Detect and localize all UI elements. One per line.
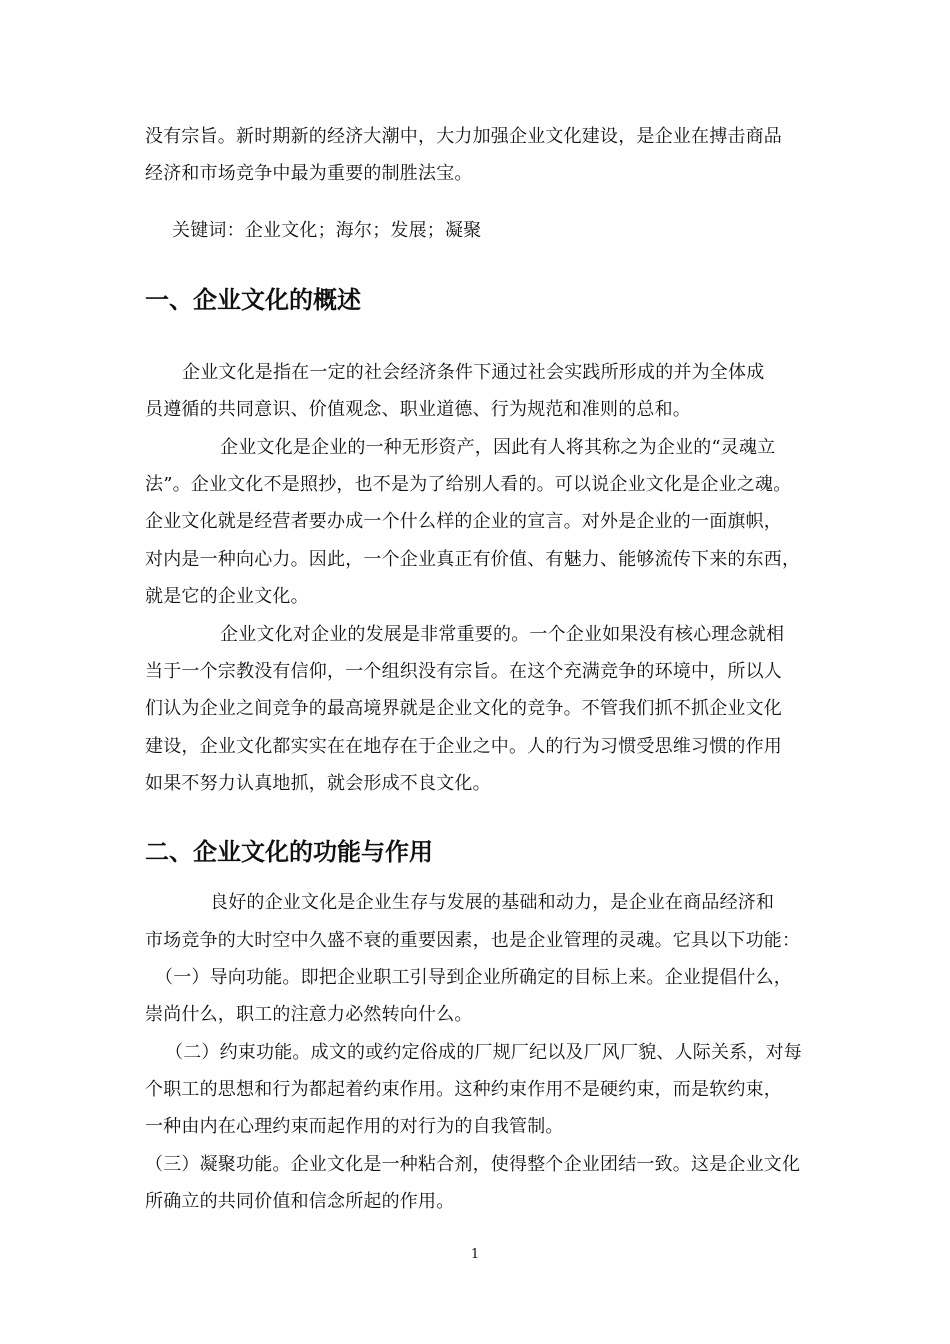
s1-p3-line-5: 如果不努力认真地抓，就会形成不良文化。: [145, 773, 491, 794]
s2-f2-line-1: （二）约束功能。成文的或约定俗成的厂规厂纪以及厂风厂貌、人际关系，对每: [165, 1042, 802, 1063]
abstract-line-1: 没有宗旨。新时期新的经济大潮中，大力加强企业文化建设，是企业在搏击商品: [145, 126, 782, 147]
s1-p2-line-2: 法”。企业文化不是照抄，也不是为了给别人看的。可以说企业文化是企业之魂。: [145, 474, 792, 495]
s1-p3-line-2: 当于一个宗教没有信仰，一个组织没有宗旨。在这个充满竞争的环境中，所以人: [145, 661, 782, 682]
s1-p2-line-5: 就是它的企业文化。: [145, 586, 309, 607]
abstract-line-2: 经济和市场竞争中最为重要的制胜法宝。: [145, 163, 473, 184]
page-number: 1: [470, 1247, 480, 1262]
s2-intro-line-2: 市场竞争的大时空中久盛不衰的重要因素，也是企业管理的灵魂。它具以下功能：: [145, 930, 801, 951]
s2-f2-line-2: 个职工的思想和行为都起着约束作用。这种约束作用不是硬约束，而是软约束，: [145, 1079, 782, 1100]
s1-p2-line-1: 企业文化是企业的一种无形资产，因此有人将其称之为企业的“灵魂立: [220, 437, 776, 458]
keywords-label: 关键词：: [172, 220, 245, 241]
section-1-title: 一、企业文化的概述: [145, 286, 361, 314]
s2-intro-line-1: 良好的企业文化是企业生存与发展的基础和动力，是企业在商品经济和: [210, 892, 775, 913]
s1-p3-line-3: 们认为企业之间竞争的最高境界就是企业文化的竞争。不管我们抓不抓企业文化: [145, 698, 782, 719]
s1-p2-line-3: 企业文化就是经营者要办成一个什么样的企业的宣言。对外是企业的一面旗帜，: [145, 511, 782, 532]
s2-f1-line-1: （一）导向功能。即把企业职工引导到企业所确定的目标上来。企业提倡什么，: [155, 967, 792, 988]
s1-p1-line-1: 企业文化是指在一定的社会经济条件下通过社会实践所形成的并为全体成: [182, 362, 765, 383]
s1-p3-line-4: 建设，企业文化都实实在在地存在于企业之中。人的行为习惯受思维习惯的作用: [145, 736, 782, 757]
keywords-line: [172, 219, 815, 243]
s2-f3-line-1: （三）凝聚功能。企业文化是一种粘合剂，使得整个企业团结一致。这是企业文化: [145, 1154, 801, 1175]
keywords-text: 企业文化；海尔；发展；凝聚: [244, 220, 482, 241]
s1-p3-line-1: 企业文化对企业的发展是非常重要的。一个企业如果没有核心理念就相: [220, 624, 785, 645]
s2-f1-line-2: 崇尚什么，职工的注意力必然转向什么。: [145, 1004, 473, 1025]
s2-f3-line-2: 所确立的共同价值和信念所起的作用。: [145, 1191, 455, 1212]
s1-p1-line-2: 员遵循的共同意识、价值观念、职业道德、行为规范和准则的总和。: [145, 399, 691, 420]
section-2-title: 二、企业文化的功能与作用: [145, 838, 433, 866]
s1-p2-line-4: 对内是一种向心力。因此，一个企业真正有价值、有魅力、能够流传下来的东西，: [145, 549, 801, 570]
s2-f2-line-3: 一种由内在心理约束而起作用的对行为的自我管制。: [145, 1116, 564, 1137]
